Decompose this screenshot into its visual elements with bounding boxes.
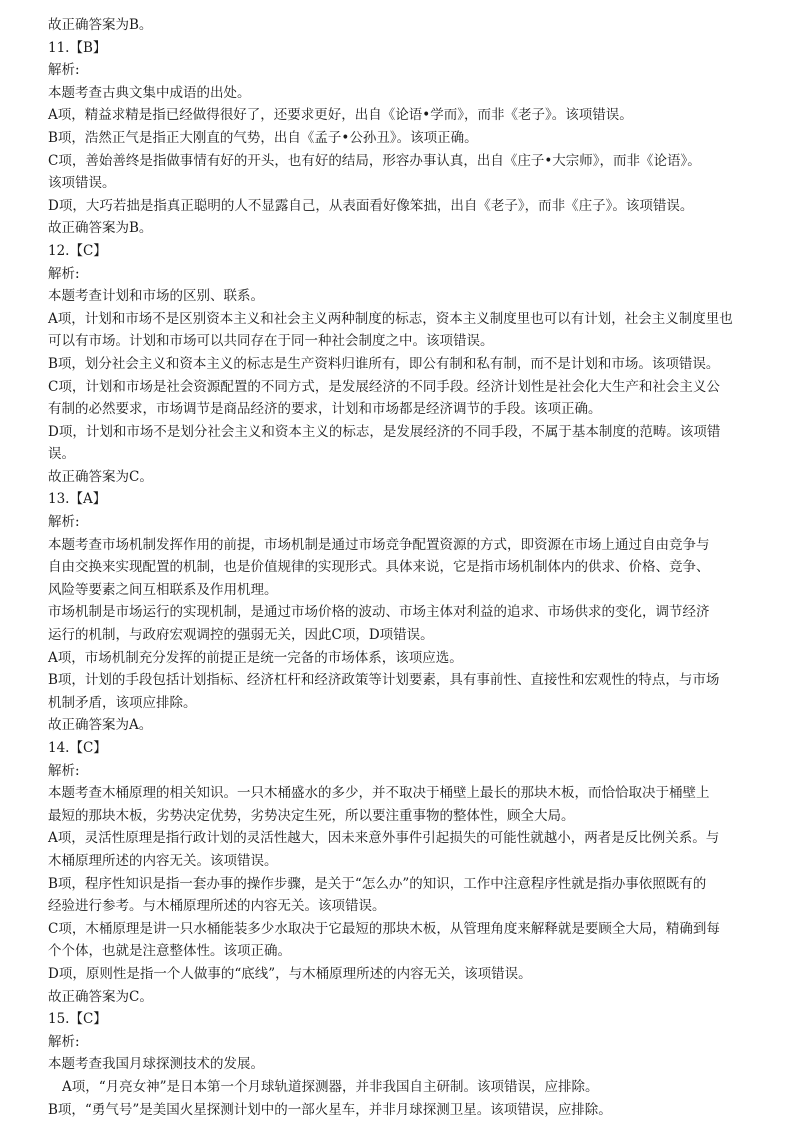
text-line: 该项错误。 [48,175,116,192]
analysis-label: 解析: [48,62,80,79]
answer-line: 故正确答案为C。 [48,988,153,1005]
text-line: 自由交换来实现配置的机制，也是价值规律的实现形式。具体来说，它是指市场机制体内的供求、价格、竞争、 [48,559,710,576]
text-line: 故正确答案为B。 [48,17,153,33]
option-d: D项，计划和市场不是划分社会主义和资本主义的标志，是发展经济的不同手段，不属于基本制度的范畴。该项错 [48,423,721,440]
document-page [48,14,758,1121]
option-a: A项，计划和市场不是区别资本主义和社会主义两种制度的标志，资本主义制度里也可以有计划，社会主义制度里也 [48,310,733,327]
answer-line: 故正确答案为C。 [48,468,153,485]
answer-line: 故正确答案为B。 [48,220,153,237]
question-header: 15.【C】 [48,1011,107,1028]
text-line: 机制矛盾，该项应排除。 [48,694,197,711]
answer-line: 故正确答案为A。 [48,717,153,734]
option-b: B项，计划的手段包括计划指标、经济杠杆和经济政策等计划要素，具有事前性、直接性和宏观性的特点，与市场 [48,672,720,689]
text-line: 有制的必然要求，市场调节是商品经济的要求，计划和市场都是经济调节的手段。该项正确。 [48,401,602,418]
option-c: C项，计划和市场是社会资源配置的不同方式，是发展经济的不同手段。经济计划性是社会化大生产和社会主义公 [48,378,720,395]
text-line: 最短的那块木板，劣势决定优势，劣势决定生死，所以要注重事物的整体性，顾全大局。 [48,807,575,824]
option-b: B项，程序性知识是指一套办事的操作步骤，是关于“怎么办”的知识，工作中注意程序性就是指办事依照既有的 [48,875,707,892]
text-line: 可以有市场。计划和市场可以共同存在于同一种社会制度之中。该项错误。 [48,333,494,350]
text-line: 本题考查木桶原理的相关知识。一只木桶盛水的多少，并不取决于桶壁上最长的那块木板，而恰恰取决于桶壁上 [48,785,710,802]
option-b: B项，“勇气号”是美国火星探测计划中的一部火星车，并非月球探测卫星。该项错误，应排除。 [48,1101,612,1118]
text-line: 木桶原理所述的内容无关。该项错误。 [48,852,278,869]
text-line: 本题考查市场机制发挥作用的前提，市场机制是通过市场竞争配置资源的方式，即资源在市场上通过自由竞争与 [48,536,710,553]
text-line: 经验进行参考。与木桶原理所述的内容无关。该项错误。 [48,898,386,915]
analysis-label: 解析: [48,265,80,282]
text-line: 误。 [48,446,75,463]
option-c: C项，木桶原理是讲一只水桶能装多少水取决于它最短的那块木板，从管理角度来解释就是要顾全大局，精确到每 [48,920,720,937]
option-b: B项，划分社会主义和资本主义的标志是生产资料归谁所有，即公有制和私有制，而不是计划和市场。该项错误。 [48,355,720,372]
analysis-label: 解析: [48,1033,80,1050]
text-line: 运行的机制，与政府宏观调控的强弱无关，因此C项，D项错误。 [48,627,434,644]
option-a: A项，精益求精是指已经做得很好了，还要求更好，出自《论语•学而》，而非《老子》。该项错误。 [48,107,633,124]
question-header: 14.【C】 [48,740,107,756]
text-line: 个个体，也就是注意整体性。该项正确。 [48,943,291,960]
option-a: A项，“月亮女神”是日本第一个月球轨道探测器，并非我国自主研制。该项错误，应排除。 [62,1078,599,1095]
question-header: 12.【C】 [48,242,107,259]
text-line: 本题考查计划和市场的区别、联系。 [48,288,264,305]
question-header: 13.【A】 [48,491,107,508]
text-line: 风险等要素之间互相联系及作用机理。 [48,581,278,598]
option-a: A项，灵活性原理是指行政计划的灵活性越大，因未来意外事件引起损失的可能性就越小，两者是反比例关系。与 [48,830,720,847]
question-header: 11.【B】 [48,39,107,56]
text-line: 本题考查我国月球探测技术的发展。 [48,1056,264,1073]
text-line: 市场机制是市场运行的实现机制，是通过市场价格的波动、市场主体对利益的追求、市场供求的变化，调节经济 [48,604,710,621]
analysis-label: 解析: [48,762,80,779]
option-a: A项，市场机制充分发挥的前提正是统一完备的市场体系，该项应选。 [48,649,463,666]
option-d: D项，大巧若拙是指真正聪明的人不显露自己，从表面看好像笨拙，出自《老子》，而非《庄子》。该项错误。 [48,197,694,214]
option-c: C项，善始善终是指做事情有好的开头，也有好的结局，形容办事认真，出自《庄子•大宗师》，而非《论语》。 [48,152,701,169]
option-b: B项，浩然正气是指正大刚直的气势，出自《孟子•公孙丑》。该项正确。 [48,129,478,146]
option-d: D项，原则性是指一个人做事的“底线”，与木桶原理所述的内容无关，该项错误。 [48,965,532,982]
analysis-label: 解析: [48,514,80,531]
text-line: 本题考查古典文集中成语的出处。 [48,84,251,101]
